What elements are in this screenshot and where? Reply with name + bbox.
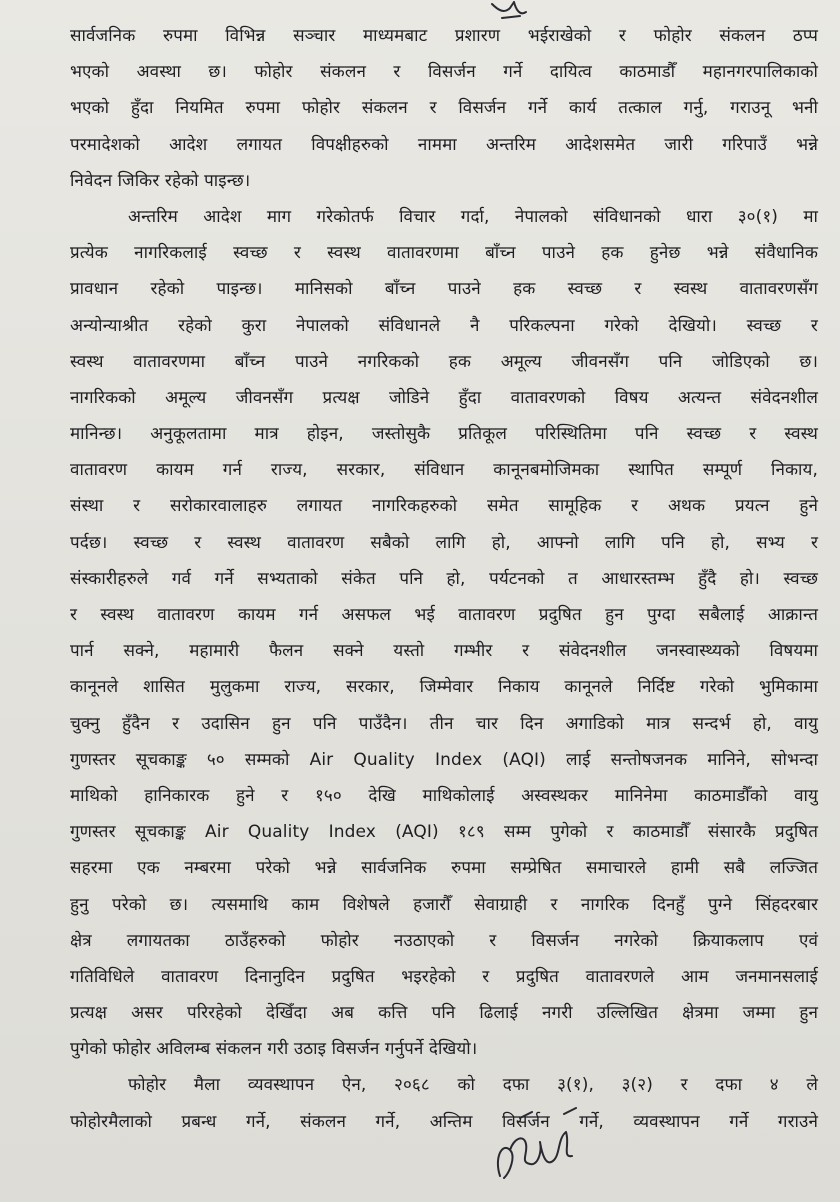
handwritten-signature-icon: [480, 1098, 590, 1190]
text-line: नागरिकको अमूल्य जीवनसँग प्रत्यक्ष जोडिने हुँदा वातावरणको विषय अत्यन्त संवेदनशील: [70, 387, 818, 408]
text-line: प्रत्यक्ष असर परिरहेको देखिँदा अब कत्ति पनि ढिलाई नगरी उल्लिखित क्षेत्रमा जम्मा हुन: [70, 1003, 818, 1024]
text-line: फोहोरमैलाको प्रबन्ध गर्ने, संकलन गर्ने, अन्तिम विसर्जन गर्ने, व्यवस्थापन गर्ने गराउने: [70, 1111, 818, 1132]
text-line: गुणस्तर सूचकाङ्क ५० सम्मको Air Quality Index (AQI) लाई सन्तोषजनक मानिने, सोभन्दा: [70, 749, 818, 770]
text-line: कानूनले शासित मुलुकमा राज्य, सरकार, जिम्मेवार निकाय कानूनले निर्दिष्ट गरेको भुमिकामा: [70, 677, 818, 698]
text-line: माथिको हानिकारक हुने र १५० देखि माथिकोलाई अस्वस्थकर मानिनेमा काठमाडौँको वायु: [70, 785, 818, 806]
text-line: फोहोर मैला व्यवस्थापन ऐन, २०६८ को दफा ३(१), ३(२) र दफा ४ ले: [128, 1075, 818, 1096]
text-line: चुक्नु हुँदैन र उदासिन हुन पनि पाउँदैन। तीन चार दिन अगाडिको मात्र सन्दर्भ हो, वायु: [70, 713, 818, 734]
text-line: संस्कारीहरुले गर्व गर्ने सभ्यताको संकेत पनि हो, पर्यटनको त आधारस्तम्भ हुँदै हो। स्वच्छ: [70, 568, 818, 589]
text-line: परमादेशको आदेश लगायत विपक्षीहरुको नाममा अन्तरिम आदेशसमेत जारी गरिपाउँ भन्ने: [70, 134, 818, 155]
text-line: प्रावधान रहेको पाइन्छ। मानिसको बाँच्न पाउने हक स्वच्छ र स्वस्थ वातावरणसँग: [70, 279, 818, 300]
text-line: गतिविधिले वातावरण दिनानुदिन प्रदुषित भइरहेको र प्रदुषित वातावरणले आम जनमानसलाई: [70, 966, 818, 987]
text-line: संस्था र सरोकारवालाहरु लगायत नागरिकहरुको समेत सामूहिक र अथक प्रयत्न हुने: [70, 496, 818, 517]
text-line: पर्दछ। स्वच्छ र स्वस्थ वातावरण सबैको लागि हो, आफ्नो लागि पनि हो, सभ्य र: [70, 532, 818, 553]
text-line: क्षेत्र लगायतका ठाउँहरुको फोहोर नउठाएको र विसर्जन नगरेको क्रियाकलाप एवं: [70, 930, 818, 951]
text-line: अन्तरिम आदेश माग गरेकोतर्फ विचार गर्दा, नेपालको संविधानको धारा ३०(१) मा: [128, 206, 818, 227]
text-line: प्रत्येक नागरिकलाई स्वच्छ र स्वस्थ वातावरणमा बाँच्न पाउने हक हुनेछ भन्ने संवैधानिक: [70, 243, 818, 264]
text-line: अन्योन्याश्रीत रहेको कुरा नेपालको संविधानले नै परिकल्पना गरेको देखियो। स्वच्छ र: [70, 315, 818, 336]
text-line: पुगेको फोहोर अविलम्ब संकलन गरी उठाइ विसर्जन गर्नुपर्ने देखियो।: [70, 1039, 478, 1060]
text-line: सहरमा एक नम्बरमा परेको भन्ने सार्वजनिक रुपमा सम्प्रेषित समाचारले हामी सबै लज्जित: [70, 858, 818, 879]
text-line: वातावरण कायम गर्न राज्य, सरकार, संविधान कानूनबमोजिमका स्थापित सम्पूर्ण निकाय,: [70, 460, 818, 481]
text-line: निवेदन जिकिर रहेको पाइन्छ।: [70, 170, 251, 191]
text-line: स्वस्थ वातावरणमा बाँच्न पाउने नगरिकको हक अमूल्य जीवनसँग पनि जोडिएको छ।: [70, 351, 818, 372]
text-line: र स्वस्थ वातावरण कायम गर्न असफल भई वातावरण प्रदुषित हुन पुग्दा सबैलाई आक्रान्त: [70, 605, 818, 625]
text-line: भएको हुँदा नियमित रुपमा फोहोर संकलन र विसर्जन गर्ने कार्य तत्काल गर्नु, गराउनू भनी: [70, 98, 818, 119]
document-body: [70, 18, 818, 1140]
text-line: हुनु परेको छ। त्यसमाथि काम विशेषले हजारौँ सेवाग्राही र नागरिक दिनहुँ पुग्ने सिंहदरबार: [70, 894, 818, 915]
text-line: भएको अवस्था छ। फोहोर संकलन र विसर्जन गर्ने दायित्व काठमाडौँ महानगरपालिकाको: [70, 62, 818, 83]
text-line: गुणस्तर सूचकाङ्क Air Quality Index (AQI) १८९ सम्म पुगेको र काठमाडौँ संसारकै प्रदुषित: [70, 822, 818, 843]
text-line: सार्वजनिक रुपमा विभिन्न सञ्चार माध्यमबाट प्रशारण भईराखेको र फोहोर संकलन ठप्प: [70, 26, 818, 46]
text-line: पार्न सक्ने, महामारी फैलन सक्ने यस्तो गम्भीर र संवेदनशील जनस्वास्थ्यको विषयमा: [70, 641, 818, 662]
text-line: मानिन्छ। अनुकूलतामा मात्र होइन, जस्तोसुकै प्रतिकूल परिस्थितिमा पनि स्वच्छ र स्वस्थ: [70, 424, 818, 445]
